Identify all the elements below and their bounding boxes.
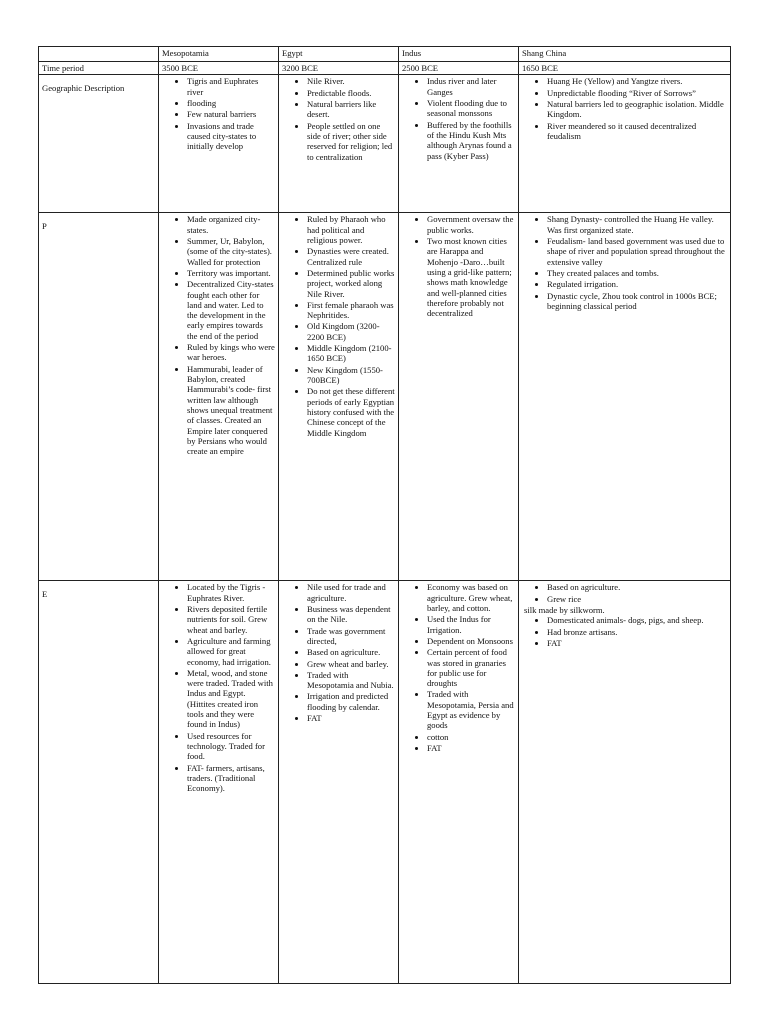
list-item: • Had bronze artisans. — [547, 627, 727, 637]
geo-mesopotamia-list — [162, 76, 275, 151]
geo-indus-list — [402, 76, 515, 161]
list-item: • Predictable floods. — [307, 88, 395, 98]
time-mesopotamia: 3500 BCE — [159, 62, 279, 75]
list-item: • Violent flooding due to seasonal monssons — [427, 98, 515, 119]
list-item: • Government oversaw the public works. — [427, 214, 515, 235]
header-row — [39, 47, 731, 62]
list-item: • flooding — [187, 98, 275, 108]
list-item: • Traded with Mesopotamia, Persia and Egypt as evidence by goods — [427, 689, 515, 730]
eco-china-list-b — [522, 615, 727, 648]
list-item: • FAT- farmers, artisans, traders. (Traditional Economy). — [187, 763, 275, 794]
header-blank-cell — [39, 47, 159, 62]
pol-egypt-list — [282, 214, 395, 438]
list-item: • Buffered by the foothills of the Hindu Kush Mts although Arynas found a pass (Kyber Pass) — [427, 120, 515, 161]
list-item: • Indus river and later Ganges — [427, 76, 515, 97]
list-item: • Few natural barriers — [187, 109, 275, 119]
list-item: • Dynastic cycle, Zhou took control in 1000s BCE; beginning classical period — [547, 291, 727, 312]
list-item: • Used resources for technology. Traded for food. — [187, 731, 275, 762]
time-egypt: 3200 BCE — [279, 62, 399, 75]
geo-mesopotamia-cell — [159, 75, 279, 213]
time-indus: 2500 BCE — [399, 62, 519, 75]
list-item: • FAT — [547, 638, 727, 648]
eco-mesopotamia-cell — [159, 581, 279, 984]
list-item: • Grew wheat and barley. — [307, 659, 395, 669]
pol-indus-cell — [399, 213, 519, 581]
geographic-row — [39, 75, 731, 213]
eco-china-silk-note: silk made by silkworm. — [524, 604, 605, 615]
list-item: • Irrigation and predicted flooding by calendar. — [307, 691, 395, 712]
list-item: • Tigris and Euphrates river — [187, 76, 275, 97]
list-item: • Dynasties were created. Centralized rule — [307, 246, 395, 267]
list-item: • Huang He (Yellow) and Yangtze rivers. — [547, 76, 727, 86]
list-item: • River meandered so it caused decentralized feudalism — [547, 121, 727, 142]
eco-mesopotamia-list — [162, 582, 275, 793]
list-item: • Middle Kingdom (2100-1650 BCE) — [307, 343, 395, 364]
list-item: • Dependent on Monsoons — [427, 636, 515, 646]
list-item: • Based on agriculture. — [307, 647, 395, 657]
list-item: • Decentralized City-states fought each other for land and water. Led to the development in the early empires towards the end of the period — [187, 279, 275, 341]
list-item: • First female pharaoh was Nephritides. — [307, 300, 395, 321]
header-shang-china: Shang China — [519, 47, 731, 62]
list-item: • Grew rice — [547, 594, 727, 604]
list-item: • Business was dependent on the Nile. — [307, 604, 395, 625]
list-item: • Used the Indus for Irrigation. — [427, 614, 515, 635]
list-item: • Traded with Mesopotamia and Nubia. — [307, 670, 395, 691]
list-item: • Do not get these different periods of early Egyptian history confused with the Chinese concept of the Middle Kingdom — [307, 386, 395, 438]
list-item: • Unpredictable flooding “River of Sorrows” — [547, 88, 727, 98]
pol-mesopotamia-cell — [159, 213, 279, 581]
list-item: • Located by the Tigris - Euphrates River. — [187, 582, 275, 603]
list-item: • Agriculture and farming allowed for great economy, had irrigation. — [187, 636, 275, 667]
geo-egypt-list — [282, 76, 395, 162]
geo-china-list — [522, 76, 727, 141]
geographic-label: Geographic Description — [39, 75, 159, 213]
list-item: • FAT — [307, 713, 395, 723]
list-item: • Nile used for trade and agriculture. — [307, 582, 395, 603]
geo-indus-cell — [399, 75, 519, 213]
list-item: • They created palaces and tombs. — [547, 268, 727, 278]
economic-label: E — [39, 581, 159, 984]
list-item: • New Kingdom (1550-700BCE) — [307, 365, 395, 386]
political-row — [39, 213, 731, 581]
list-item: • Based on agriculture. — [547, 582, 727, 592]
political-label: P — [39, 213, 159, 581]
pol-china-list — [522, 214, 727, 311]
list-item: • cotton — [427, 732, 515, 742]
pol-indus-list — [402, 214, 515, 318]
list-item: • FAT — [427, 743, 515, 753]
list-item: • Two most known cities are Harappa and Mohenjo -Daro…built using a grid-like pattern; shows math knowledge and well-planned cities therefore probably not decentralized — [427, 236, 515, 319]
list-item: • Nile River. — [307, 76, 395, 86]
geo-china-cell — [519, 75, 731, 213]
list-item: • Invasions and trade caused city-states to initially develop — [187, 121, 275, 152]
list-item: • Determined public works project, worked along Nile River. — [307, 268, 395, 299]
list-item: • Summer, Ur, Babylon, (some of the city-states). Walled for protection — [187, 236, 275, 267]
list-item: • Feudalism- land based government was used due to shape of river and population spread throughout the extensive valley — [547, 236, 727, 267]
eco-egypt-list — [282, 582, 395, 723]
geo-egypt-cell — [279, 75, 399, 213]
list-item: • People settled on one side of river; other side reserved for religion; led to centralization — [307, 121, 395, 162]
list-item: • Ruled by kings who were war heroes. — [187, 342, 275, 363]
list-item: • Made organized city-states. — [187, 214, 275, 235]
time-period-label: Time period — [39, 62, 159, 75]
pol-mesopotamia-list — [162, 214, 275, 456]
economic-row — [39, 581, 731, 984]
list-item: • Shang Dynasty- controlled the Huang He valley. Was first organized state. — [547, 214, 727, 235]
eco-egypt-cell — [279, 581, 399, 984]
list-item: • Natural barriers like desert. — [307, 99, 395, 120]
list-item: • Hammurabi, leader of Babylon, created Hammurabi’s code- first written law although shows unequal treatment of classes. Created an Empire later conquered by Persians who would create an empire — [187, 364, 275, 457]
list-item: • Metal, wood, and stone were traded. Traded with Indus and Egypt. (Hittites created iron tools and they were found in Indus) — [187, 668, 275, 730]
eco-indus-list — [402, 582, 515, 753]
list-item: • Natural barriers led to geographic isolation. Middle Kingdom. — [547, 99, 727, 120]
header-mesopotamia: Mesopotamia — [159, 47, 279, 62]
civilizations-table — [38, 46, 731, 984]
header-indus: Indus — [399, 47, 519, 62]
list-item: • Certain percent of food was stored in granaries for public use for droughts — [427, 647, 515, 688]
pol-china-cell — [519, 213, 731, 581]
list-item: • Economy was based on agriculture. Grew wheat, barley, and cotton. — [427, 582, 515, 613]
header-egypt: Egypt — [279, 47, 399, 62]
time-shang-china: 1650 BCE — [519, 62, 731, 75]
list-item: • Trade was government directed, — [307, 626, 395, 647]
list-item: • Territory was important. — [187, 268, 275, 278]
list-item: • Rivers deposited fertile nutrients for soil. Grew wheat and barley. — [187, 604, 275, 635]
eco-indus-cell — [399, 581, 519, 984]
pol-egypt-cell — [279, 213, 399, 581]
list-item: • Ruled by Pharaoh who had political and religious power. — [307, 214, 395, 245]
eco-china-list-a — [522, 582, 727, 604]
eco-china-cell — [519, 581, 731, 984]
list-item: • Regulated irrigation. — [547, 279, 727, 289]
time-period-row — [39, 62, 731, 75]
list-item: • Domesticated animals- dogs, pigs, and sheep. — [547, 615, 727, 625]
list-item: • Old Kingdom (3200- 2200 BCE) — [307, 321, 395, 342]
